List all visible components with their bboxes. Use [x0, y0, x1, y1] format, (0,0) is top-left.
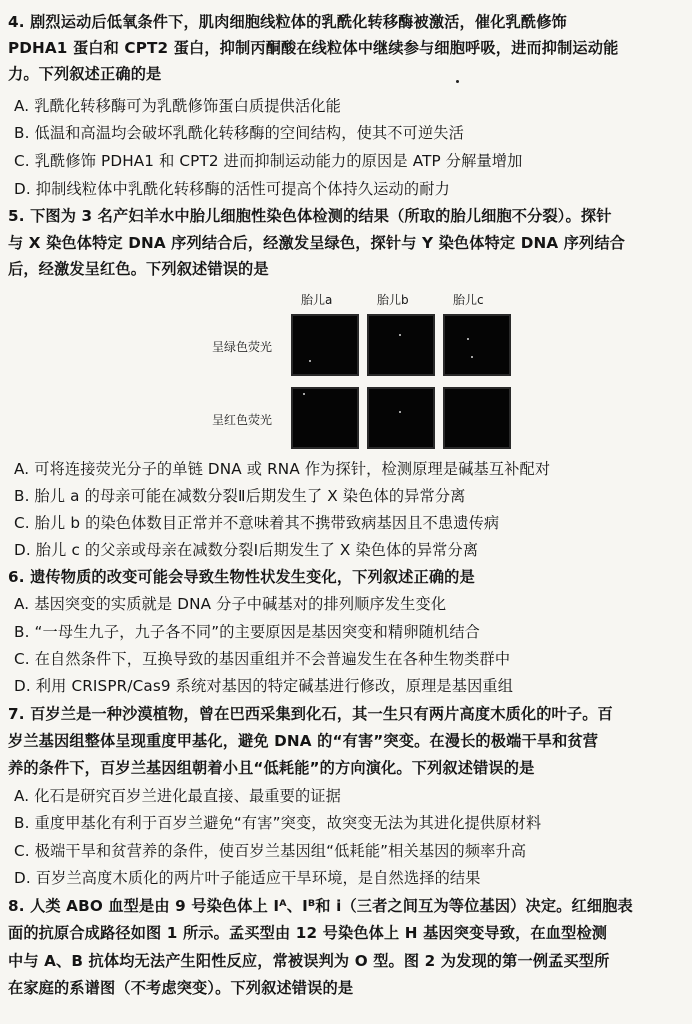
fluorescent-spot — [471, 356, 473, 358]
q7-option-b: B. 重度甲基化有利于百岁兰避免“有害”突变，故突变无法为其进化提供原材料 — [14, 814, 542, 832]
fluorescent-spot — [399, 334, 401, 336]
fluorescent-spot — [309, 360, 311, 362]
q4-option-d: D. 抑制线粒体中乳酰化转移酶的活性可提高个体持久运动的耐力 — [14, 180, 450, 198]
q6-stem-line-1: 6. 遗传物质的改变可能会导致生物性状发生变化，下列叙述正确的是 — [8, 568, 475, 586]
stray-mark — [456, 80, 459, 83]
q8-stem-line-4: 在家庭的系谱图（不考虑突变）。下列叙述错误的是 — [8, 979, 354, 997]
q4-stem-line-3: 力。下列叙述正确的是 — [8, 65, 162, 83]
figure-col-c: 胎儿c — [453, 293, 484, 307]
panel-c-red — [443, 387, 511, 449]
panel-a-green — [291, 314, 359, 376]
q5-stem-line-2: 与 X 染色体特定 DNA 序列结合后，经激发呈绿色，探针与 Y 染色体特定 DNA 序列结合 — [8, 234, 626, 252]
q6-option-c: C. 在自然条件下，互换导致的基因重组并不会普遍发生在各种生物类群中 — [14, 650, 511, 668]
panel-b-green — [367, 314, 435, 376]
q4-option-c: C. 乳酰修饰 PDHA1 和 CPT2 进而抑制运动能力的原因是 ATP 分解量增加 — [14, 152, 523, 170]
q5-stem-line-3: 后，经激发呈红色。下列叙述错误的是 — [8, 260, 269, 278]
q5-option-a: A. 可将连接荧光分子的单链 DNA 或 RNA 作为探针，检测原理是碱基互补配对 — [14, 460, 551, 478]
figure-col-a: 胎儿a — [301, 293, 333, 307]
panel-c-green — [443, 314, 511, 376]
q6-option-b: B. “一母生九子，九子各不同”的主要原因是基因突变和精卵随机结合 — [14, 623, 481, 641]
q8-stem-line-2: 面的抗原合成路径如图 1 所示。孟买型由 12 号染色体上 H 基因突变导致，在血型检测 — [8, 924, 608, 942]
q7-stem-line-1: 7. 百岁兰是一种沙漠植物，曾在巴西采集到化石，其一生只有两片高度木质化的叶子。百 — [8, 705, 613, 723]
q6-option-d: D. 利用 CRISPR/Cas9 系统对基因的特定碱基进行修改，原理是基因重组 — [14, 677, 514, 695]
figure-row-green: 呈绿色荧光 — [212, 340, 273, 354]
q7-stem-line-3: 养的条件下，百岁兰基因组朝着小且“低耗能”的方向演化。下列叙述错误的是 — [8, 759, 535, 777]
q6-option-a: A. 基因突变的实质就是 DNA 分子中碱基对的排列顺序发生变化 — [14, 595, 447, 613]
figure-row-red: 呈红色荧光 — [212, 413, 273, 427]
q8-stem-line-1: 8. 人类 ABO 血型是由 9 号染色体上 Iᴬ、Iᴮ和 i（三者之间互为等位基因）决定。红细胞表 — [8, 897, 633, 915]
fluorescent-spot — [399, 411, 401, 413]
fluorescent-spot — [467, 338, 469, 340]
panel-b-red — [367, 387, 435, 449]
panel-a-red — [291, 387, 359, 449]
q5-option-d: D. 胎儿 c 的父亲或母亲在减数分裂Ⅰ后期发生了 X 染色体的异常分离 — [14, 541, 479, 559]
q4-option-a: A. 乳酰化转移酶可为乳酰修饰蛋白质提供活化能 — [14, 97, 341, 115]
q4-option-b: B. 低温和高温均会破坏乳酰化转移酶的空间结构，使其不可逆失活 — [14, 124, 464, 142]
q7-option-c: C. 极端干旱和贫营养的条件，使百岁兰基因组“低耗能”相关基因的频率升高 — [14, 842, 527, 860]
q5-option-b: B. 胎儿 a 的母亲可能在减数分裂Ⅱ后期发生了 X 染色体的异常分离 — [14, 487, 466, 505]
figure-col-b: 胎儿b — [377, 293, 409, 307]
fluorescent-spot — [303, 393, 305, 395]
q4-stem-line-1: 4. 剧烈运动后低氧条件下，肌肉细胞线粒体的乳酰化转移酶被激活，催化乳酰修饰 — [8, 13, 567, 31]
q7-option-a: A. 化石是研究百岁兰进化最直接、最重要的证据 — [14, 787, 341, 805]
q7-option-d: D. 百岁兰高度木质化的两片叶子能适应干旱环境，是自然选择的结果 — [14, 869, 481, 887]
q5-stem-line-1: 5. 下图为 3 名产妇羊水中胎儿细胞性染色体检测的结果（所取的胎儿细胞不分裂）。探针 — [8, 207, 612, 225]
q8-stem-line-3: 中与 A、B 抗体均无法产生阳性反应，常被误判为 O 型。图 2 为发现的第一例孟买型所 — [8, 952, 610, 970]
q5-option-c: C. 胎儿 b 的染色体数目正常并不意味着其不携带致病基因且不患遗传病 — [14, 514, 500, 532]
q4-stem-line-2: PDHA1 蛋白和 CPT2 蛋白，抑制丙酮酸在线粒体中继续参与细胞呼吸，进而抑制运动能 — [8, 39, 619, 57]
q7-stem-line-2: 岁兰基因组整体呈现重度甲基化，避免 DNA 的“有害”突变。在漫长的极端干旱和贫营 — [8, 732, 599, 750]
